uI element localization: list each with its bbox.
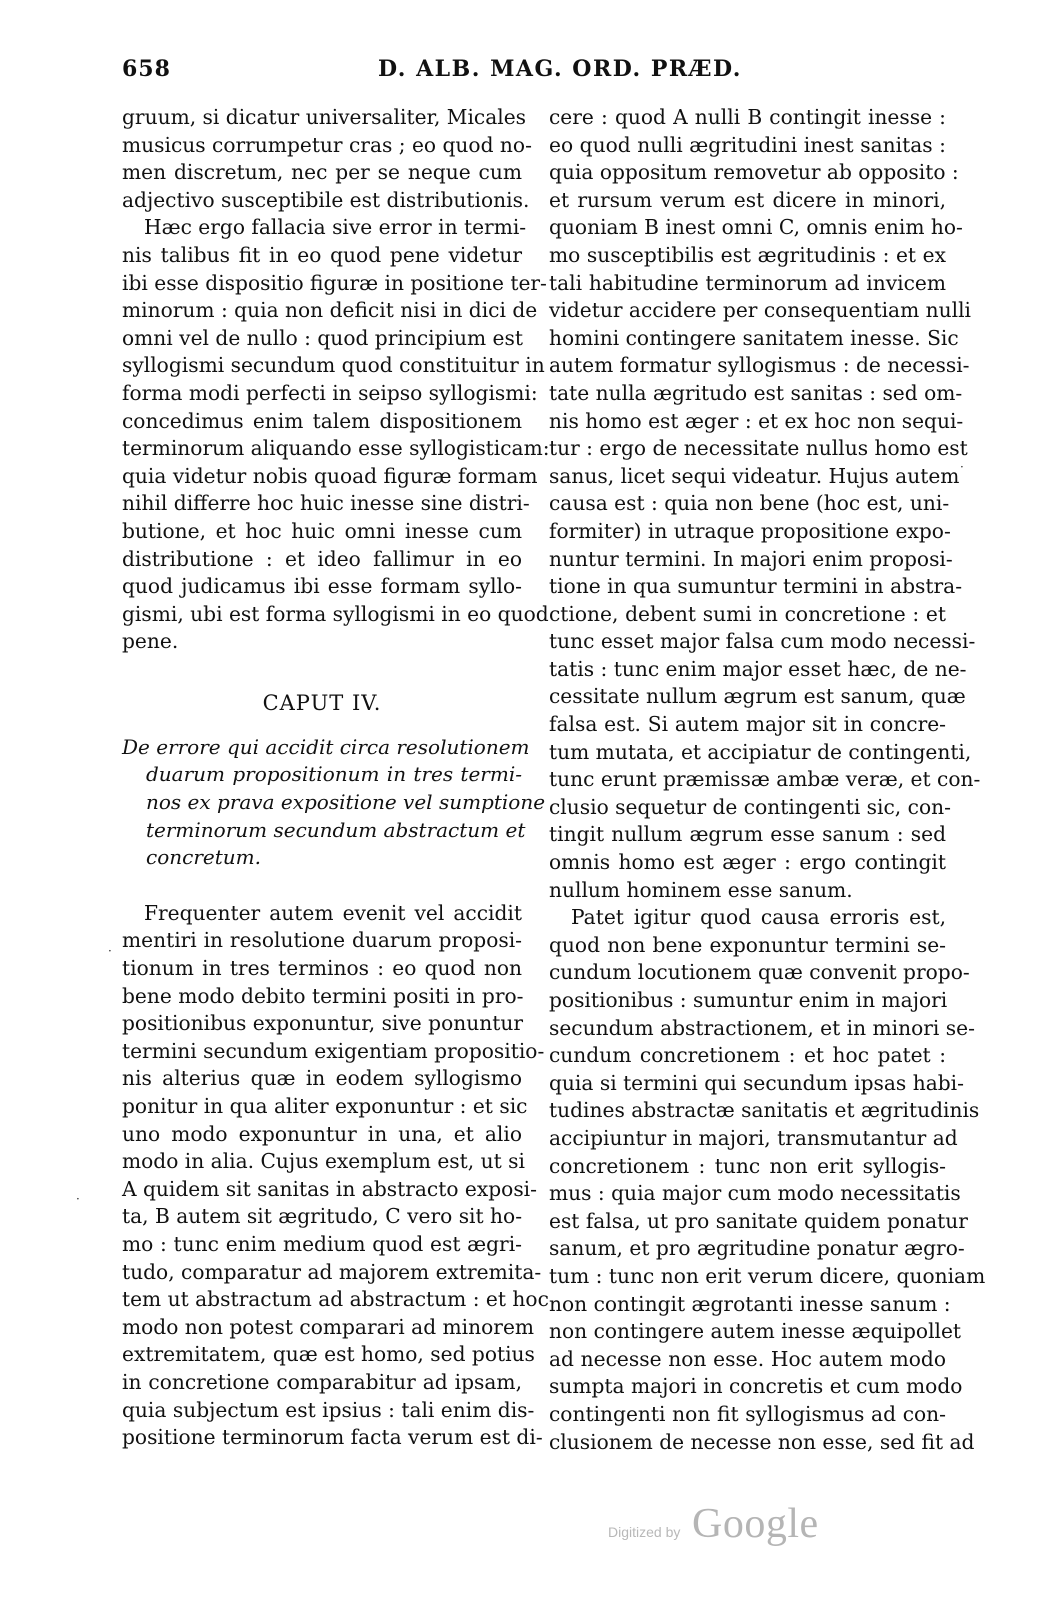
text-line: clusio sequetur de contingenti sic, con- xyxy=(549,794,951,819)
text-line: gruum, si dicatur universaliter, Micales xyxy=(122,105,527,129)
text-line: nuntur termini. In majori enim proposi- xyxy=(549,546,953,571)
text-line: videtur accidere per consequentiam nulli xyxy=(549,298,972,323)
text-line: tum mutata, et accipiatur de contingenti, xyxy=(549,739,972,764)
text-line: nis homo est æger : et ex hoc non sequi- xyxy=(549,408,964,433)
text-line: omni vel de nullo : quod principium est xyxy=(122,325,523,350)
text-line: homini contingere sanitatem inesse. Sic xyxy=(549,325,959,350)
text-line: quia si termini qui secundum ipsas habi- xyxy=(549,1070,964,1095)
text-line: quod judicamus ibi esse formam syllo- xyxy=(122,574,522,599)
paragraph xyxy=(122,214,550,656)
text-line: est falsa, ut pro sanitate quidem ponatur xyxy=(549,1208,968,1233)
text-line: cere : quod A nulli B contingit inesse : xyxy=(549,105,946,129)
text-line: contingenti non fit syllogismus ad con- xyxy=(549,1401,946,1426)
text-line: formiter) in utraque propositione expo- xyxy=(549,518,951,543)
text-line: tate nulla ægritudo est sanitas : sed om- xyxy=(549,380,963,405)
text-line: et rursum verum est dicere in minori, xyxy=(549,187,946,212)
text-line: sumpta majori in concretis et cum modo xyxy=(549,1374,963,1399)
text-line: secundum abstractionem, et in minori se- xyxy=(549,1015,975,1040)
chapter-rubric xyxy=(122,734,546,872)
text-line: syllogismi secundum quod constituitur in xyxy=(122,353,545,378)
text-line: tudines abstractæ sanitatis et ægritudinis xyxy=(549,1098,980,1123)
text-line: quia videtur nobis quoad figuræ formam xyxy=(122,463,538,488)
rubric-line: duarum propositionum in tres termi- xyxy=(146,762,522,787)
page-number: 658 xyxy=(122,56,171,82)
text-line: men discretum, nec per se neque cum xyxy=(122,160,522,185)
text-line: non contingit ægrotanti inesse sanum : xyxy=(549,1291,951,1316)
text-line: musicus corrumpetur cras ; eo quod no- xyxy=(122,132,532,157)
text-line: nis talibus fit in eo quod pene videtur xyxy=(122,242,522,267)
rubric-line: nos ex prava expositione vel sumptione xyxy=(146,790,546,815)
paragraph xyxy=(549,904,986,1456)
text-line: positionibus : sumuntur enim in majori xyxy=(549,988,948,1012)
text-line: quoniam B inest omni C, omnis enim ho- xyxy=(549,215,963,240)
right-column xyxy=(549,104,986,1456)
text-line: nihil differre hoc huic inesse sine distri- xyxy=(122,491,530,516)
text-line: cundum concretionem : et hoc patet : xyxy=(549,1043,946,1068)
text-line: minorum : quia non deficit nisi in dici de xyxy=(122,298,538,323)
text-line: quia subjectum est ipsius : tali enim dis- xyxy=(122,1397,535,1422)
text-line: sanum, et pro ægritudine ponatur ægro- xyxy=(549,1236,965,1261)
text-line: mo : tunc enim medium quod est ægri- xyxy=(122,1231,522,1256)
text-line: eo quod nulli ægritudini inest sanitas : xyxy=(549,132,946,157)
text-line: tudo, comparatur ad majorem extremita- xyxy=(122,1259,542,1284)
text-line: positionibus exponuntur, sive ponuntur xyxy=(122,1011,523,1036)
margin-dot-mark: · xyxy=(108,944,112,958)
text-line: gismi, ubi est forma syllogismi in eo quod xyxy=(122,601,549,626)
text-line: cessitate nullum ægrum est sanum, quæ xyxy=(549,684,966,709)
text-line: tatis : tunc enim major esset hæc, de ne- xyxy=(549,656,967,681)
rubric-line: De errore qui accidit circa resolutionem xyxy=(122,734,530,759)
text-line: forma modi perfecti in seipso syllogismi: xyxy=(122,380,538,405)
text-line: ibi esse dispositio figuræ in positione ter- xyxy=(122,270,547,295)
text-line: tionum in tres terminos : eo quod non xyxy=(122,956,522,981)
text-line: autem formatur syllogismus : de necessi- xyxy=(549,353,970,378)
chapter-heading: CAPUT IV. xyxy=(262,690,382,715)
text-line: clusionem de necesse non esse, sed fit ad xyxy=(549,1429,975,1454)
text-line: A quidem sit sanitas in abstracto exposi- xyxy=(122,1176,537,1201)
text-line: nis alterius quæ in eodem syllogismo xyxy=(122,1066,522,1091)
rubric-line: concretum. xyxy=(146,845,261,870)
page-header xyxy=(122,56,946,92)
text-line: ponitur in qua aliter exponuntur : et sic xyxy=(122,1094,528,1118)
text-line: quia oppositum removetur ab opposito : xyxy=(549,160,959,185)
text-line: tunc esset major falsa cum modo necessi- xyxy=(549,629,976,654)
text-line: tali habitudine terminorum ad invicem xyxy=(549,270,946,295)
text-line: omnis homo est æger : ergo contingit xyxy=(549,850,946,875)
text-line: positione terminorum facta verum est di- xyxy=(122,1425,543,1450)
paragraph xyxy=(122,900,549,1452)
text-line: non contingere autem inesse æquipollet xyxy=(549,1319,962,1344)
text-line: concedimus enim talem dispositionem xyxy=(122,408,522,433)
digitized-by-google-watermark xyxy=(608,1500,848,1550)
margin-dot-mark: · xyxy=(960,460,964,474)
text-line: pene. xyxy=(122,629,179,654)
text-line: quod non bene exponuntur termini se- xyxy=(549,932,946,957)
text-line: causa est : quia non bene (hoc est, uni- xyxy=(549,491,950,516)
text-line: tur : ergo de necessitate nullus homo est xyxy=(549,436,968,461)
text-line: mentiri in resolutione duarum proposi- xyxy=(122,928,522,953)
text-line: sanus, licet sequi videatur. Hujus autem xyxy=(549,463,960,488)
text-line: Hæc ergo fallacia sive error in termi- xyxy=(144,215,527,240)
text-line: termini secundum exigentiam propositio- xyxy=(122,1038,545,1063)
rubric-line: terminorum secundum abstractum et xyxy=(146,817,526,842)
google-logo: Google xyxy=(692,1501,819,1547)
text-line: accipiuntur in majori, transmutantur ad xyxy=(549,1125,958,1150)
text-line: concretionem : tunc non erit syllogis- xyxy=(549,1153,946,1178)
text-line: butione, et hoc huic omni inesse cum xyxy=(122,518,522,543)
text-line: uno modo exponuntur in una, et alio xyxy=(122,1121,522,1146)
text-line: ctione, debent sumi in concretione : et xyxy=(549,601,946,626)
paragraph xyxy=(122,104,532,214)
text-line: tingit nullum ægrum esse sanum : sed xyxy=(549,822,946,847)
text-line: tunc erunt præmissæ ambæ veræ, et con- xyxy=(549,767,981,792)
text-line: tum : tunc non erit verum dicere, quoniam xyxy=(549,1263,986,1288)
running-title: D. ALB. MAG. ORD. PRÆD. xyxy=(378,56,742,82)
text-line: modo non potest comparari ad minorem xyxy=(122,1314,535,1339)
paragraph xyxy=(549,104,981,904)
margin-dot-mark: · xyxy=(76,1192,80,1206)
text-line: cundum locutionem quæ convenit propo- xyxy=(549,960,970,985)
text-line: ta, B autem sit ægritudo, C vero sit ho- xyxy=(122,1204,523,1229)
text-line: adjectivo susceptibile est distributionis. xyxy=(122,187,530,212)
text-line: ad necesse non esse. Hoc autem modo xyxy=(549,1346,946,1371)
text-line: Patet igitur quod causa erroris est, xyxy=(571,905,946,930)
text-line: nullum hominem esse sanum. xyxy=(549,877,853,902)
text-line: terminorum aliquando esse syllogisticam: xyxy=(122,436,550,461)
text-line: mus : quia major cum modo necessitatis xyxy=(549,1181,961,1206)
text-line: falsa est. Si autem major sit in concre- xyxy=(549,712,946,737)
text-line: tem ut abstractum ad abstractum : et hoc xyxy=(122,1287,549,1312)
text-line: mo susceptibilis est ægritudinis : et ex xyxy=(549,242,946,267)
text-line: distributione : et ideo fallimur in eo xyxy=(122,546,522,571)
text-line: bene modo debito termini positi in pro- xyxy=(122,983,524,1008)
digitized-label: Digitized by xyxy=(608,1524,681,1540)
text-line: tione in qua sumuntur termini in abstra- xyxy=(549,574,963,599)
text-line: extremitatem, quæ est homo, sed potius xyxy=(122,1342,535,1367)
text-line: Frequenter autem evenit vel accidit xyxy=(144,900,522,925)
text-line: in concretione comparabitur ad ipsam, xyxy=(122,1369,522,1394)
text-line: modo in alia. Cujus exemplum est, ut si xyxy=(122,1149,525,1174)
left-column xyxy=(122,104,550,1452)
